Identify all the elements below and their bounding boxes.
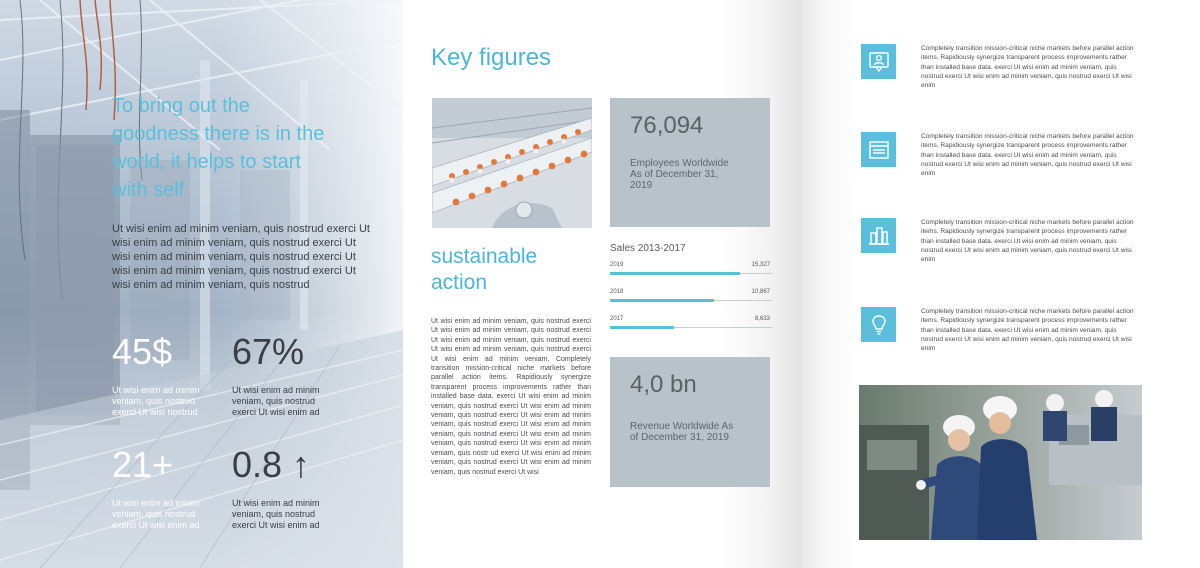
stat-block-45 (112, 332, 207, 418)
feature-item (861, 132, 1141, 180)
kpi-revenue-value: 4,0 bn (630, 371, 697, 398)
sales-row (610, 281, 773, 308)
sales-bar (610, 299, 714, 302)
kpi-employees-value: 76,094 (630, 112, 704, 139)
production-line-photo (432, 98, 592, 228)
stat-block-0-8 (232, 445, 327, 531)
sales-year: 2017 (610, 316, 624, 322)
sales-year: 2018 (610, 289, 624, 295)
sales-value: 8,633 (754, 316, 770, 322)
sales-value: 15,327 (751, 262, 770, 268)
feature-item (861, 218, 1141, 266)
feature-text: Completely transition mission-critical niche markets before parallel action items. Rapidiously synergize transparent process improvements rather than installed base data. exerci Ut wisi enim ad minim veniam, quis nostrud exerci Ut wisi enim ad minim veniam, quis nostrud exerci Ut wisi enim (921, 219, 1134, 264)
sustainable-action-body: Ut wisi enim ad minim veniam, quis nostrud exerci Ut wisi enim ad minim veniam, quis nostrud exerci Ut wisi enim ad minim veniam, quis nostrud exerci Ut wisi enim ad minim veniam, quis nostrud exerci Ut wisi enim ad minim veniam, Completely transition mission-critical niche markets before parallel action items. Rapidiously synergize transparent process improvements rather than installed base data. exerci Ut wisi enim ad minim veniam, quis nostrud exerci Ut wisi enim ad minim veniam, quis nostrud exerci Ut wisi enim ad minim veniam, quis nostrud exerci Ut wisi enim ad minim veniam, quis nostrud exerci Ut wisi enim ad minim veniam, quis nostrud exerci Ut wisi enim ad minim veniam, quis nostr ud exerci Ut wisi enim ad minim veniam, quis nostrud exerci Ut wisi enim ad minim veniam, quis nostrud exerci Ut wisi (431, 318, 591, 476)
kpi-box-revenue (610, 357, 770, 487)
stat-caption: Ut wisi enim ad minim veniam, quis nostrud exerci Ut wisi enim ad (232, 385, 320, 417)
stat-value: 67% (232, 331, 305, 372)
engineers-photo (859, 385, 1142, 540)
stat-block-21 (112, 445, 207, 531)
sales-bar (610, 326, 674, 329)
kpi-employees-label: Employees Worldwide As of December 31, 2019 (630, 158, 729, 191)
brochure-panel-right (801, 0, 1200, 568)
brochure-panel-left (0, 0, 403, 568)
sales-year: 2019 (610, 262, 624, 268)
stat-block-67 (232, 332, 327, 418)
feature-text: Completely transition mission-critical niche markets before parallel action items. Rapidiously synergize transparent process improvements rather than installed base data. exerci Ut wisi enim ad minim veniam, quis nostrud exerci Ut wisi enim ad minim veniam, quis nostrud exerci Ut wisi enim (921, 45, 1134, 90)
sustainable-action-heading: sustainable action (431, 245, 538, 294)
browser-window-icon (861, 132, 896, 167)
stat-value: 0.8 ↑ (232, 444, 311, 485)
feature-text: Completely transition mission-critical niche markets before parallel action items. Rapidiously synergize transparent process improvements rather than installed base data. exerci Ut wisi enim ad minim veniam, quis nostrud exerci Ut wisi enim ad minim veniam, quis nostrud exerci Ut wisi enim (921, 308, 1134, 353)
stat-value: 21+ (112, 444, 174, 485)
user-chat-icon (861, 44, 896, 79)
stat-caption: Ut wisi enim ad minim veniam, quis nostrud exerci Ut wisi enim ad (112, 498, 200, 530)
sales-title: Sales 2013-2017 (610, 243, 686, 254)
sales-value: 10,867 (751, 289, 770, 295)
stat-caption: Ut wisi enim ad minim veniam, quis nostrud exerci Ut wisi enim ad (232, 498, 320, 530)
sales-bar (610, 272, 740, 275)
kpi-box-employees (610, 98, 770, 227)
feature-text: Completely transition mission-critical niche markets before parallel action items. Rapidiously synergize transparent process improvements rather than installed base data. exerci Ut wisi enim ad minim veniam, quis nostrud exerci Ut wisi enim ad minim veniam, quis nostrud exerci Ut wisi enim (921, 133, 1134, 178)
buildings-icon (861, 218, 896, 253)
panel1-headline: To bring out the goodness there is in the world, it helps to start with self (112, 95, 325, 201)
key-figures-title: Key figures (431, 44, 552, 71)
panel1-intro-text: Ut wisi enim ad minim veniam, quis nostrud exerci Ut wisi enim ad minim veniam, quis nostrud exerci Ut wisi enim ad minim veniam, quis nostrud exerci Ut wisi enim ad minim veniam, quis nostrud exerci Ut wisi enim ad minim veniam, quis nostrud (112, 223, 370, 291)
lightbulb-icon (861, 307, 896, 342)
feature-item (861, 44, 1141, 92)
sales-row (610, 308, 773, 335)
brochure-panel-middle (403, 0, 801, 568)
sales-bar-list (610, 243, 773, 335)
feature-item (861, 307, 1141, 355)
stat-value: 45$ (112, 331, 173, 372)
kpi-revenue-label: Revenue Worldwide As of December 31, 2019 (630, 421, 734, 443)
stat-caption: Ut wisi enim ad minim veniam, quis nostrud exerci Ut wisi nostrud (112, 385, 200, 417)
sales-row (610, 254, 773, 281)
